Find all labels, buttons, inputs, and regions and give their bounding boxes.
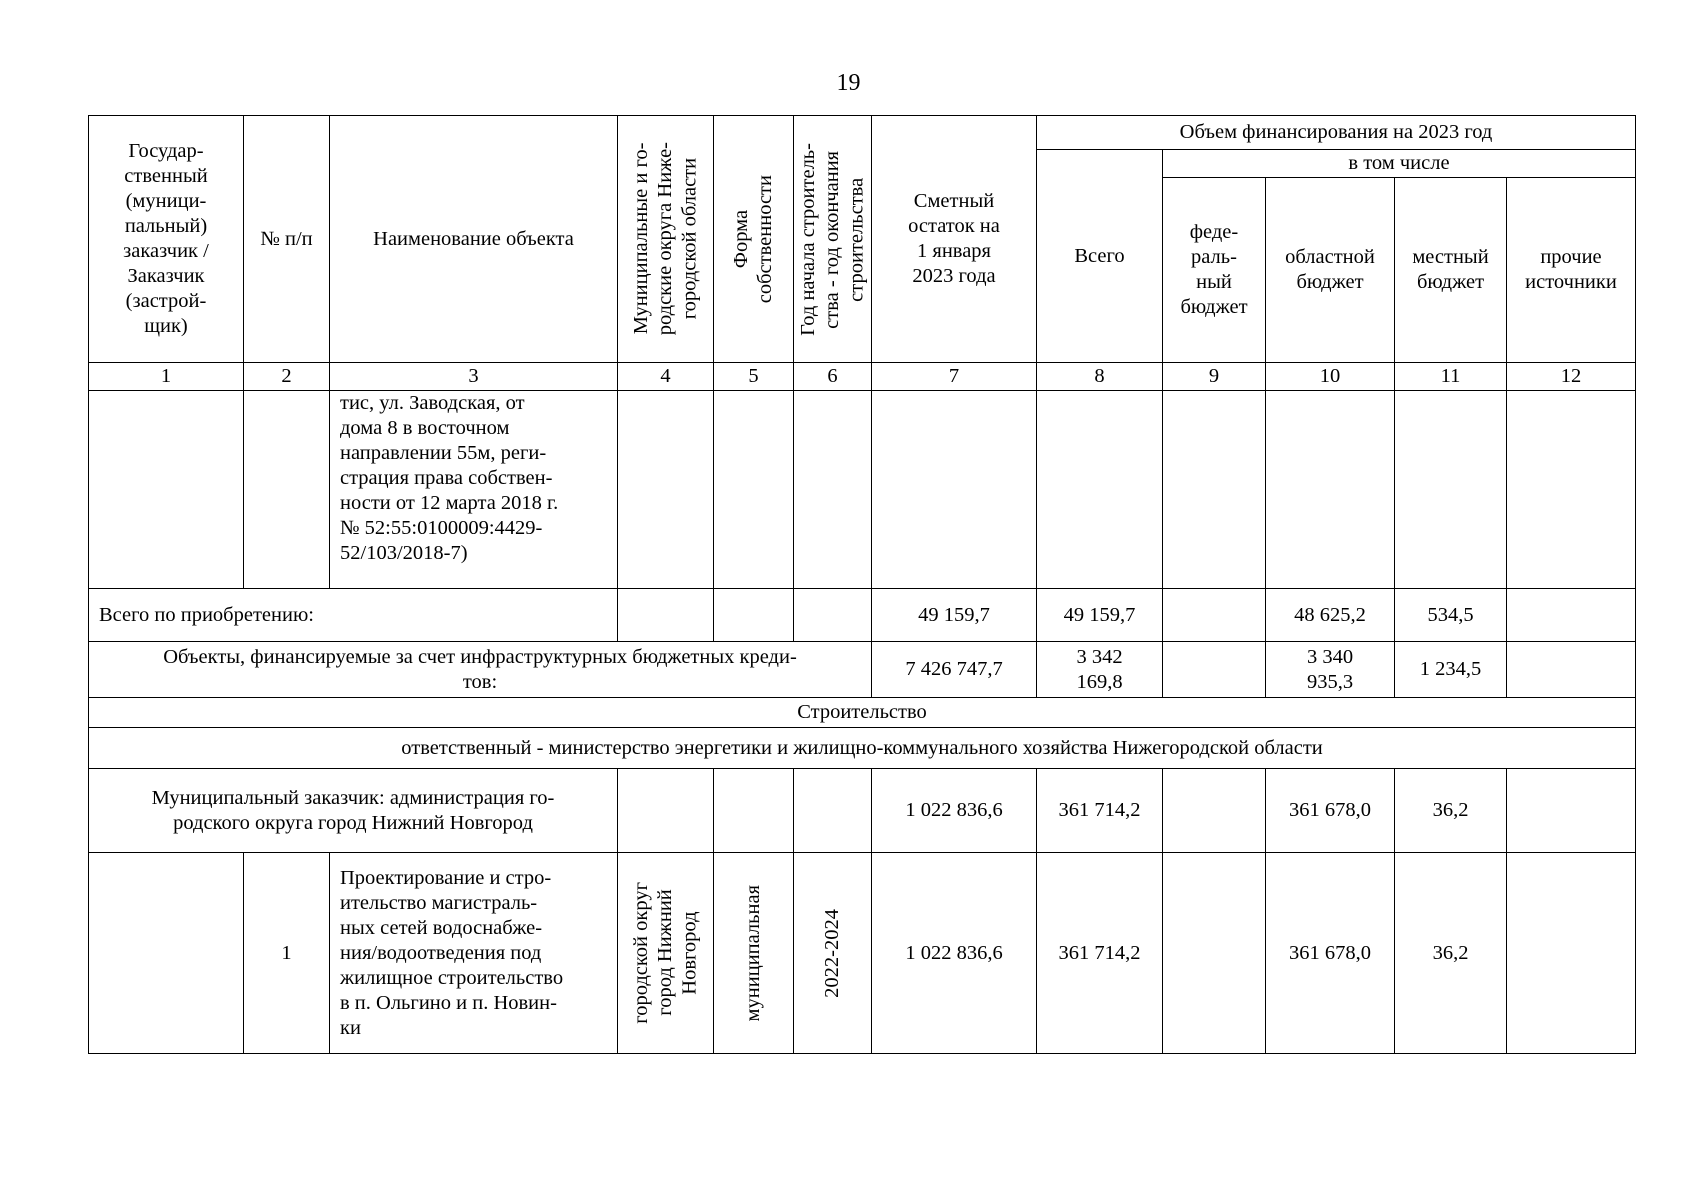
municipal-remainder: 1 022 836,6 (872, 769, 1037, 853)
col-num: 2 (244, 363, 330, 391)
header-municipal (618, 116, 714, 363)
responsible-text: ответственный - министерство энергетики и жилищно-коммунального хозяйства Нижегородской области (89, 728, 1636, 769)
header-local: местный бюджет (1395, 178, 1507, 363)
cell-empty (714, 589, 794, 642)
cell-empty (714, 391, 794, 589)
cell-empty (1507, 769, 1636, 853)
infrastructure-total-row (89, 642, 1636, 698)
table-row (89, 853, 1636, 1054)
municipal-local: 36,2 (1395, 769, 1507, 853)
cell-empty (618, 391, 714, 589)
col-num: 10 (1266, 363, 1395, 391)
continuation-object-name: тис, ул. Заводская, от дома 8 в восточном направлении 55м, реги- страция права собствен- ности от 12 марта 2018 г. № 52:55:0100009:4429- 52/103/2018-7) (330, 391, 618, 589)
header-ownership (714, 116, 794, 363)
cell-empty (872, 391, 1037, 589)
section-row (89, 698, 1636, 728)
item-total: 361 714,2 (1037, 853, 1163, 1054)
header-years (794, 116, 872, 363)
cell-empty (1395, 391, 1507, 589)
header-regional: областной бюджет (1266, 178, 1395, 363)
col-num: 7 (872, 363, 1037, 391)
cell-empty (794, 589, 872, 642)
table-row (89, 391, 1636, 589)
financing-table (88, 115, 1636, 1054)
infrastructure-total: 3 342 169,8 (1037, 642, 1163, 698)
header-object-name: Наименование объекта (330, 116, 618, 363)
page-number: 19 (836, 70, 861, 96)
cell-empty (1037, 391, 1163, 589)
col-num: 6 (794, 363, 872, 391)
responsible-row (89, 728, 1636, 769)
cell-empty (1163, 853, 1266, 1054)
cell-empty (89, 853, 244, 1054)
item-ownership (714, 853, 794, 1054)
col-num: 8 (1037, 363, 1163, 391)
cell-empty (1507, 391, 1636, 589)
col-num: 3 (330, 363, 618, 391)
item-remainder: 1 022 836,6 (872, 853, 1037, 1054)
header-including: в том числе (1163, 150, 1636, 178)
col-num: 4 (618, 363, 714, 391)
infrastructure-regional: 3 340 935,3 (1266, 642, 1395, 698)
cell-empty (1266, 391, 1395, 589)
header-funding-title: Объем финансирования на 2023 год (1037, 116, 1636, 150)
cell-empty (714, 769, 794, 853)
header-municipal-text: Муниципальные и го- родские округа Ниже- городской области (630, 142, 701, 336)
section-title: Строительство (89, 698, 1636, 728)
cell-empty (1163, 769, 1266, 853)
cell-empty (794, 769, 872, 853)
municipal-total: 361 714,2 (1037, 769, 1163, 853)
item-municipality (618, 853, 714, 1054)
infrastructure-local: 1 234,5 (1395, 642, 1507, 698)
item-ownership-text: муниципальная (742, 884, 765, 1022)
header-customer: Государ- ственный (муници- пальный) заказчик / Заказчик (застрой- щик) (89, 116, 244, 363)
infrastructure-remainder: 7 426 747,7 (872, 642, 1037, 698)
header-ownership-text: Форма собственности (730, 174, 777, 304)
header-years-text: Год начала строитель- ства - год окончания строительства (797, 142, 868, 336)
acquisition-local: 534,5 (1395, 589, 1507, 642)
cell-empty (1507, 589, 1636, 642)
acquisition-total-row (89, 589, 1636, 642)
acquisition-regional: 48 625,2 (1266, 589, 1395, 642)
cell-empty (1163, 642, 1266, 698)
header-other: прочие источники (1507, 178, 1636, 363)
cell-empty (1163, 589, 1266, 642)
municipal-regional: 361 678,0 (1266, 769, 1395, 853)
cell-empty (244, 391, 330, 589)
cell-empty (1163, 391, 1266, 589)
item-num: 1 (244, 853, 330, 1054)
col-num: 11 (1395, 363, 1507, 391)
item-years-text: 2022-2024 (821, 908, 844, 998)
item-object-name: Проектирование и стро- ительство магистраль- ных сетей водоснабже- ния/водоотведения под жилищное строительство в п. Ольгино и п. Новин- ки (330, 853, 618, 1054)
acquisition-total: 49 159,7 (1037, 589, 1163, 642)
acquisition-remainder: 49 159,7 (872, 589, 1037, 642)
col-num: 9 (1163, 363, 1266, 391)
header-row (89, 116, 1636, 150)
column-numbers-row (89, 363, 1636, 391)
item-regional: 361 678,0 (1266, 853, 1395, 1054)
cell-empty (1507, 853, 1636, 1054)
infrastructure-total-label: Объекты, финансируемые за счет инфраструктурных бюджетных креди- тов: (89, 642, 872, 698)
col-num: 1 (89, 363, 244, 391)
cell-empty (618, 769, 714, 853)
cell-empty (794, 391, 872, 589)
item-municipality-text: городской округ город Нижний Новгород (630, 882, 701, 1024)
item-local: 36,2 (1395, 853, 1507, 1054)
header-total: Всего (1037, 150, 1163, 363)
municipal-customer-label: Муниципальный заказчик: администрация го- родского округа город Нижний Новгород (89, 769, 618, 853)
col-num: 5 (714, 363, 794, 391)
item-years (794, 853, 872, 1054)
cell-empty (618, 589, 714, 642)
header-num: № п/п (244, 116, 330, 363)
header-federal: феде- раль- ный бюджет (1163, 178, 1266, 363)
cell-empty (89, 391, 244, 589)
col-num: 12 (1507, 363, 1636, 391)
header-remainder: Сметный остаток на 1 января 2023 года (872, 116, 1037, 363)
cell-empty (1507, 642, 1636, 698)
acquisition-total-label: Всего по приобретению: (89, 589, 618, 642)
municipal-customer-row (89, 769, 1636, 853)
